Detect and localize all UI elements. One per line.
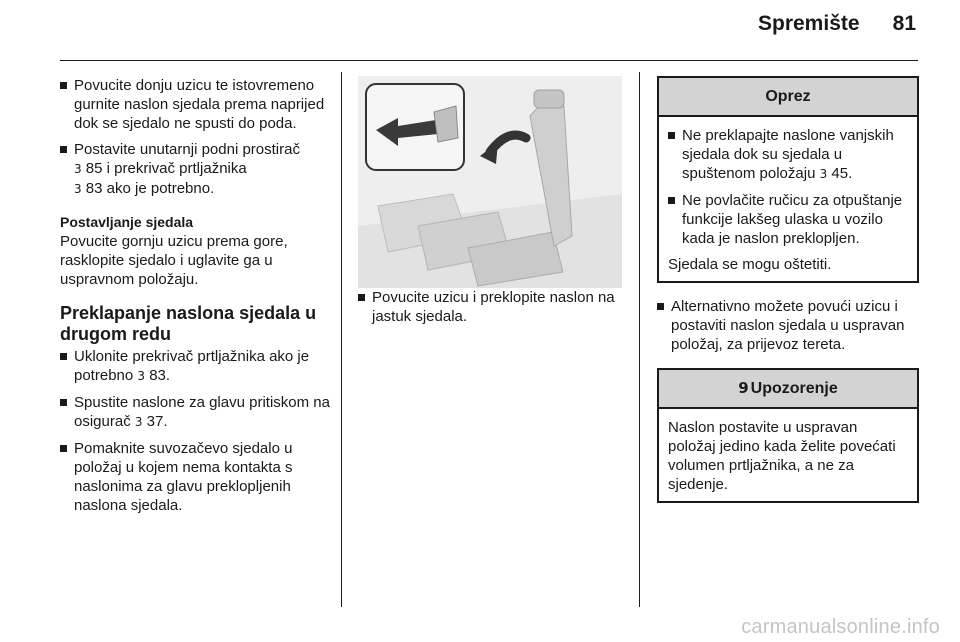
list-item: Ne povlačite ručicu za otpuštanje funkcije lakšeg ulaska u vozilo kada je naslon preklopljen. — [668, 191, 908, 248]
column-2 — [358, 76, 630, 333]
page-ref-icon: 3 — [819, 167, 828, 181]
caption-list — [358, 288, 630, 326]
column-divider-1 — [341, 72, 342, 607]
bullet-list-top — [60, 76, 332, 199]
seat-folding-illustration — [358, 76, 622, 288]
caution-footer: Sjedala se mogu oštetiti. — [668, 256, 832, 273]
caution-list — [668, 126, 908, 248]
list-item: Povucite uzicu i preklopite naslon na jastuk sjedala. — [358, 288, 630, 326]
subheading: Postavljanje sjedala — [60, 214, 194, 230]
warning-title: Upozorenje — [750, 380, 838, 397]
seat-illustration-svg — [358, 76, 622, 288]
bullet-list — [657, 297, 919, 354]
page-ref-icon: 3 — [74, 162, 82, 176]
page-title: Spremište — [758, 12, 860, 35]
bullet-list-bottom — [60, 347, 332, 515]
page-ref-icon: 3 — [74, 182, 82, 196]
paragraph: Povucite gornju uzicu prema gore, rasklopite sjedalo i uglavite ga u uspravnom položaju. — [60, 233, 288, 288]
caution-box — [657, 76, 919, 283]
warning-header — [659, 370, 917, 409]
column-divider-2 — [639, 72, 640, 607]
header-rule — [60, 60, 918, 61]
column-3 — [657, 76, 919, 517]
warning-text: Naslon postavite u uspravan položaj jedino kada želite povećati volumen prtljažnika, a ne za sjedenje. — [668, 419, 896, 493]
list-item: Alternativno možete povući uzicu i postaviti naslon sjedala u uspravan položaj, za prijevoz tereta. — [657, 297, 919, 354]
list-item: Spustite naslone za glavu pritiskom na osigurač 3 37. — [60, 393, 332, 432]
list-item: Postavite unutarnji podni prostirač 3 85 i prekrivač prtljažnika 3 83 ako je potrebno. — [60, 140, 332, 199]
watermark: carmanualsonline.info — [741, 616, 940, 638]
page-ref-icon: 3 — [134, 415, 143, 429]
caution-title: Oprez — [659, 78, 917, 117]
section-heading: Preklapanje naslona sjedala u drugom redu — [60, 303, 317, 344]
list-item: Uklonite prekrivač prtljažnika ako je potrebno 3 83. — [60, 347, 332, 386]
page-number: 81 — [892, 12, 916, 35]
list-item: Pomaknite suvozačevo sjedalo u položaj u kojem nema kontakta s naslonima za glavu preklopljenih naslona sjedala. — [60, 439, 332, 515]
list-item: Povucite donju uzicu te istovremeno gurnite naslon sjedala prema naprijed dok se sjedalo ne spusti do poda. — [60, 76, 332, 133]
warning-icon: 9 — [738, 379, 749, 397]
column-1 — [60, 76, 332, 522]
warning-box — [657, 368, 919, 503]
list-item: Ne preklapajte naslone vanjskih sjedala dok su sjedala u spuštenom položaju 3 45. — [668, 126, 908, 184]
page-ref-icon: 3 — [137, 369, 146, 383]
